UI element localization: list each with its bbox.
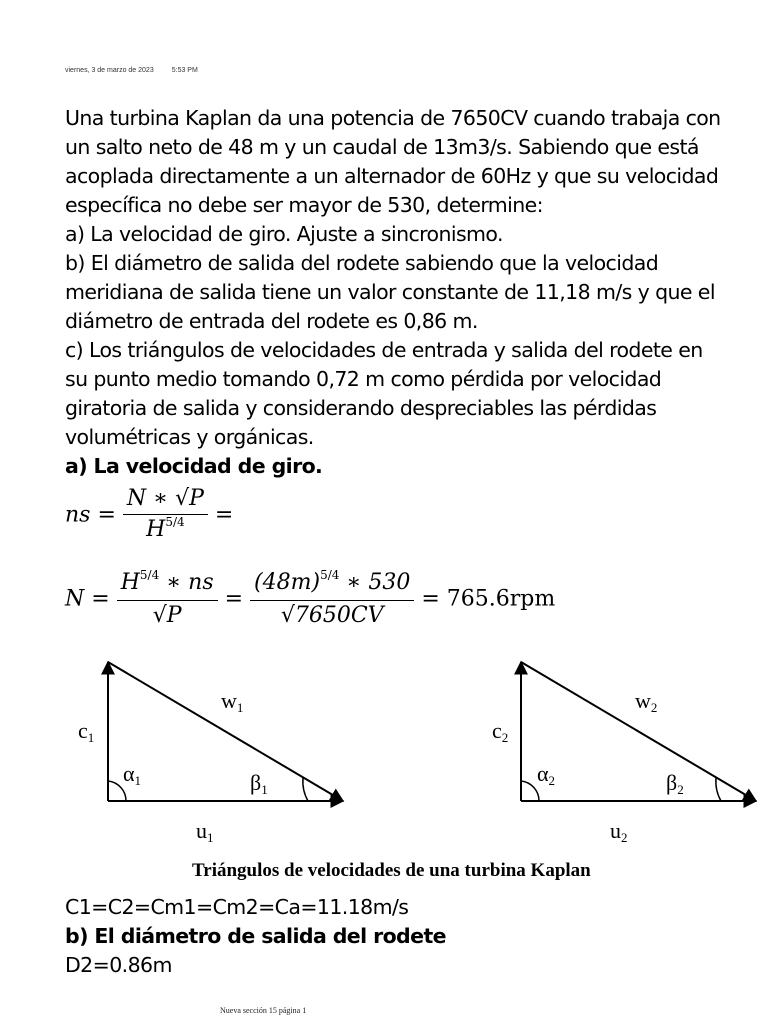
heading-b: b) El diámetro de salida del rodete: [65, 924, 446, 948]
problem-line: específica no debe ser mayor de 530, determine:: [65, 193, 543, 217]
equation-rotation-speed: N = $\frac{H^{5/4} ∗ ns}{√P}$ = $\frac{(48m)^{5/4} ∗ 530}{√7650CV}$ = 765.6rpm: [65, 568, 555, 631]
eq2-lhs: N: [65, 586, 85, 612]
inlet-triangle: [78, 662, 343, 845]
outlet-triangle: [492, 662, 756, 845]
problem-line: c) Los triángulos de velocidades de entrada y salida del rodete en: [65, 338, 703, 362]
eq1-numerator: N ∗ √P: [123, 484, 208, 515]
beta2-label: β2: [666, 770, 684, 797]
eq1-fraction: [123, 484, 208, 547]
c2-label: c2: [492, 718, 509, 745]
w1-vector: [108, 662, 343, 801]
diagram-caption: Triángulos de velocidades de una turbina Kaplan: [192, 860, 591, 881]
problem-line: un salto neto de 48 m y un caudal de 13m3/s. Sabiendo que está: [65, 135, 699, 159]
w1-label: w1: [221, 688, 244, 715]
eq2-numerator-1: $H^{5/4}$ ∗ ns: [117, 568, 218, 601]
eq1-tail: =: [214, 502, 234, 528]
eq2-numerator-2: $(48m)^{5/4}$ ∗ 530: [250, 568, 414, 601]
eq1-denominator: $H^{5/4}$: [146, 515, 185, 542]
problem-line: volumétricas y orgánicas.: [65, 425, 314, 449]
problem-line: su punto medio tomando 0,72 m como pérdida por velocidad: [65, 367, 662, 391]
beta1-arc: [303, 778, 308, 801]
heading-a: a) La velocidad de giro.: [65, 454, 323, 478]
problem-line: b) El diámetro de salida del rodete sabiendo que la velocidad: [65, 251, 659, 275]
velocity-equality: C1=C2=Cm1=Cm2=Ca=11.18m/s: [65, 895, 409, 919]
w2-vector: [521, 662, 756, 801]
c1-label: c1: [78, 718, 95, 745]
problem-line: giratoria de salida y considerando despreciables las pérdidas: [65, 396, 657, 420]
u2-label: u2: [610, 818, 628, 845]
page-footer: Nueva sección 15 página 1: [220, 1006, 307, 1015]
problem-statement: [65, 104, 760, 481]
note-time: 5:53 PM: [171, 67, 198, 74]
beta1-label: β1: [250, 770, 268, 797]
problem-line: a) La velocidad de giro. Ajuste a sincronismo.: [65, 222, 503, 246]
alpha2-label: α2: [537, 761, 556, 788]
equation-specific-speed: ns = $\frac{N ∗ √P}{H^{5/4}}$ =: [65, 484, 233, 547]
eq1-lhs: ns: [65, 502, 91, 528]
eq2-denominator-2: √7650CV: [280, 603, 384, 628]
eq2-fraction-2: [250, 568, 414, 631]
problem-line: diámetro de entrada del rodete es 0,86 m.: [65, 309, 478, 333]
problem-line: meridiana de salida tiene un valor constante de 11,18 m/s y que el: [65, 280, 715, 304]
note-date: viernes, 3 de marzo de 2023: [65, 67, 154, 74]
eq2-result: = 765.6rpm: [421, 586, 556, 612]
solution-text: [65, 893, 760, 980]
w2-label: w2: [635, 688, 658, 715]
u1-label: u1: [196, 818, 214, 845]
problem-line: Una turbina Kaplan da una potencia de 7650CV cuando trabaja con: [65, 106, 721, 130]
eq2-fraction-1: [117, 568, 218, 631]
problem-line: acoplada directamente a un alternador de 60Hz y que su velocidad: [65, 164, 719, 188]
note-timestamp: [65, 67, 198, 74]
outlet-diameter: D2=0.86m: [65, 953, 172, 977]
alpha1-label: α1: [123, 761, 142, 788]
eq2-denominator-1: √P: [152, 603, 182, 628]
beta2-arc: [716, 778, 721, 801]
velocity-triangles-diagram: [60, 650, 768, 850]
